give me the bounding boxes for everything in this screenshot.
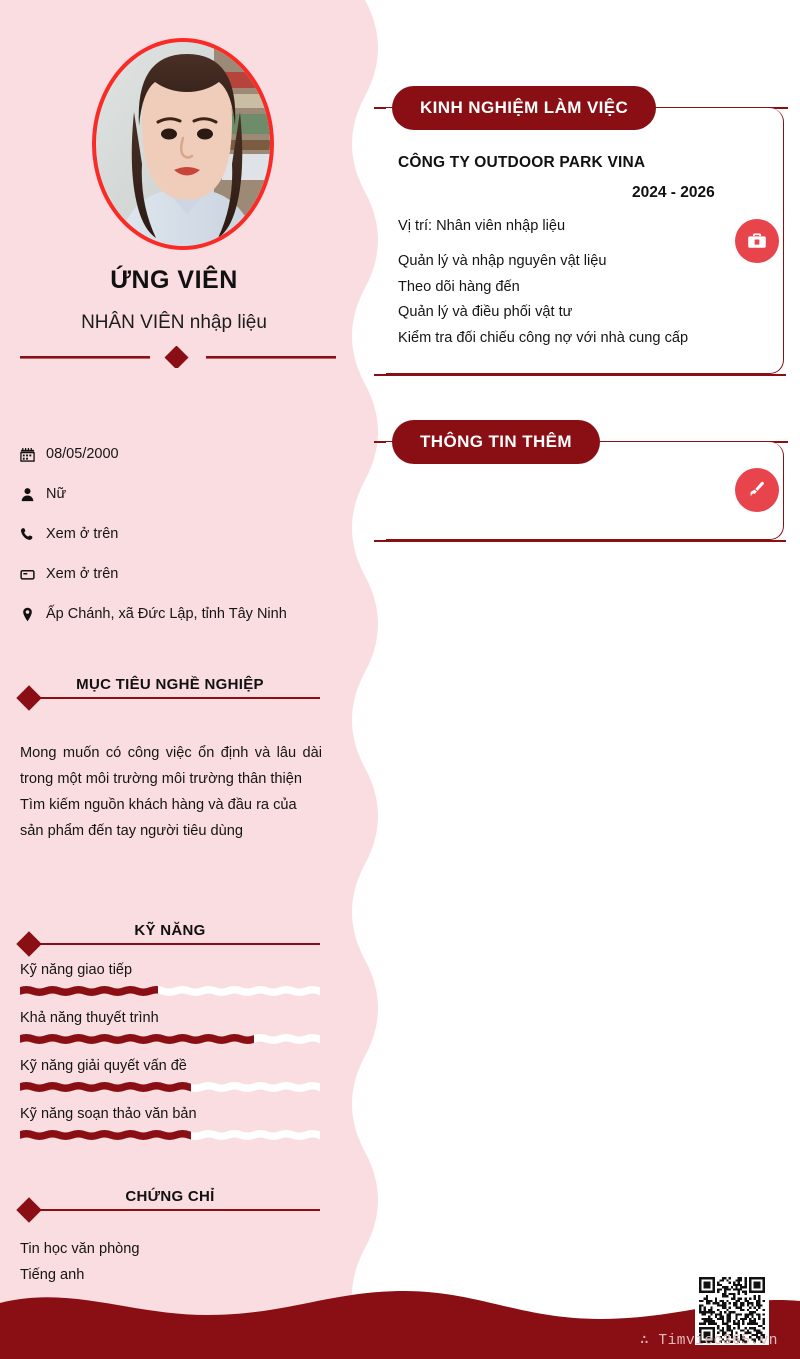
experience-title: KINH NGHIỆM LÀM VIỆC	[420, 98, 629, 117]
skill-bar	[20, 982, 322, 1000]
contact-item	[20, 554, 350, 594]
experience-years: 2024 - 2026	[632, 184, 715, 201]
additional-title: THÔNG TIN THÊM	[420, 432, 572, 451]
calendar-icon	[20, 447, 46, 462]
email-icon	[20, 567, 46, 582]
section-rule	[32, 943, 320, 945]
duty-item: Kiểm tra đối chiếu công nợ với nhà cung cấp	[398, 329, 689, 346]
contact-value: Nữ	[46, 486, 67, 502]
skill-label: Kỹ năng soạn thảo văn bản	[20, 1106, 197, 1122]
experience-section	[374, 86, 788, 376]
card-bottom-line	[374, 374, 786, 376]
phone-icon	[20, 527, 46, 542]
contact-value: 08/05/2000	[46, 446, 119, 462]
objective-body	[20, 740, 322, 844]
contact-value: Xem ở trên	[46, 526, 119, 542]
contact-value: Xem ở trên	[46, 566, 119, 582]
name-divider	[20, 346, 336, 368]
skill-bar	[20, 1078, 322, 1096]
skills-section	[20, 922, 320, 952]
briefcase-icon	[735, 219, 779, 263]
contact-item	[20, 474, 350, 514]
additional-section	[374, 420, 788, 542]
card-bottom-line	[374, 540, 786, 542]
duty-item: Quản lý và nhập nguyên vật liệu	[398, 253, 607, 269]
skill-label: Kỹ năng giải quyết vấn đề	[20, 1058, 187, 1074]
contact-item	[20, 514, 350, 554]
avatar	[92, 38, 274, 250]
contact-item	[20, 594, 350, 634]
experience-position: Vị trí: Nhân viên nhập liệu	[398, 218, 566, 234]
objective-section	[20, 676, 320, 706]
objective-title: MỤC TIÊU NGHỀ NGHIỆP	[76, 676, 264, 693]
objective-paragraph: Mong muốn có công việc ổn định và lâu dài trong một môi trường môi trường thân thiện	[20, 745, 322, 787]
skill-label: Khả năng thuyết trình	[20, 1010, 159, 1026]
additional-title-pill	[392, 420, 600, 464]
skill-label: Kỹ năng giao tiếp	[20, 962, 133, 978]
section-rule	[32, 1209, 320, 1211]
candidate-name: ỨNG VIÊN	[110, 266, 238, 294]
paintbrush-icon	[735, 468, 779, 512]
contact-item	[20, 434, 350, 474]
skill-bar	[20, 1030, 322, 1048]
certificate-item: Tiếng anh	[20, 1267, 85, 1283]
certificates-list	[20, 1236, 322, 1288]
contact-list	[20, 434, 350, 634]
objective-paragraph: Tìm kiếm nguồn khách hàng và đầu ra của sản phẩm đến tay người tiêu dùng	[20, 797, 297, 839]
location-icon	[20, 607, 46, 622]
skills-list	[20, 962, 322, 1154]
candidate-job-title: NHÂN VIÊN nhập liệu	[81, 312, 267, 333]
contact-value: Ấp Chánh, xã Đức Lập, tỉnh Tây Ninh	[46, 606, 287, 622]
certificate-item: Tin học văn phòng	[20, 1241, 140, 1257]
certificates-section	[20, 1188, 320, 1218]
duty-item: Quản lý và điều phối vật tư	[398, 304, 573, 320]
section-rule	[32, 697, 320, 699]
brand-label: ∴ Timviec365.vn	[639, 1333, 778, 1349]
certificates-title: CHỨNG CHỈ	[125, 1188, 215, 1205]
person-icon	[20, 487, 46, 502]
experience-title-pill	[392, 86, 656, 130]
skill-bar	[20, 1126, 322, 1144]
duty-item: Theo dõi hàng đến	[398, 278, 520, 295]
skills-title: KỸ NĂNG	[134, 922, 206, 939]
experience-duties	[398, 249, 748, 351]
experience-company: CÔNG TY OUTDOOR PARK VINA	[398, 154, 646, 171]
